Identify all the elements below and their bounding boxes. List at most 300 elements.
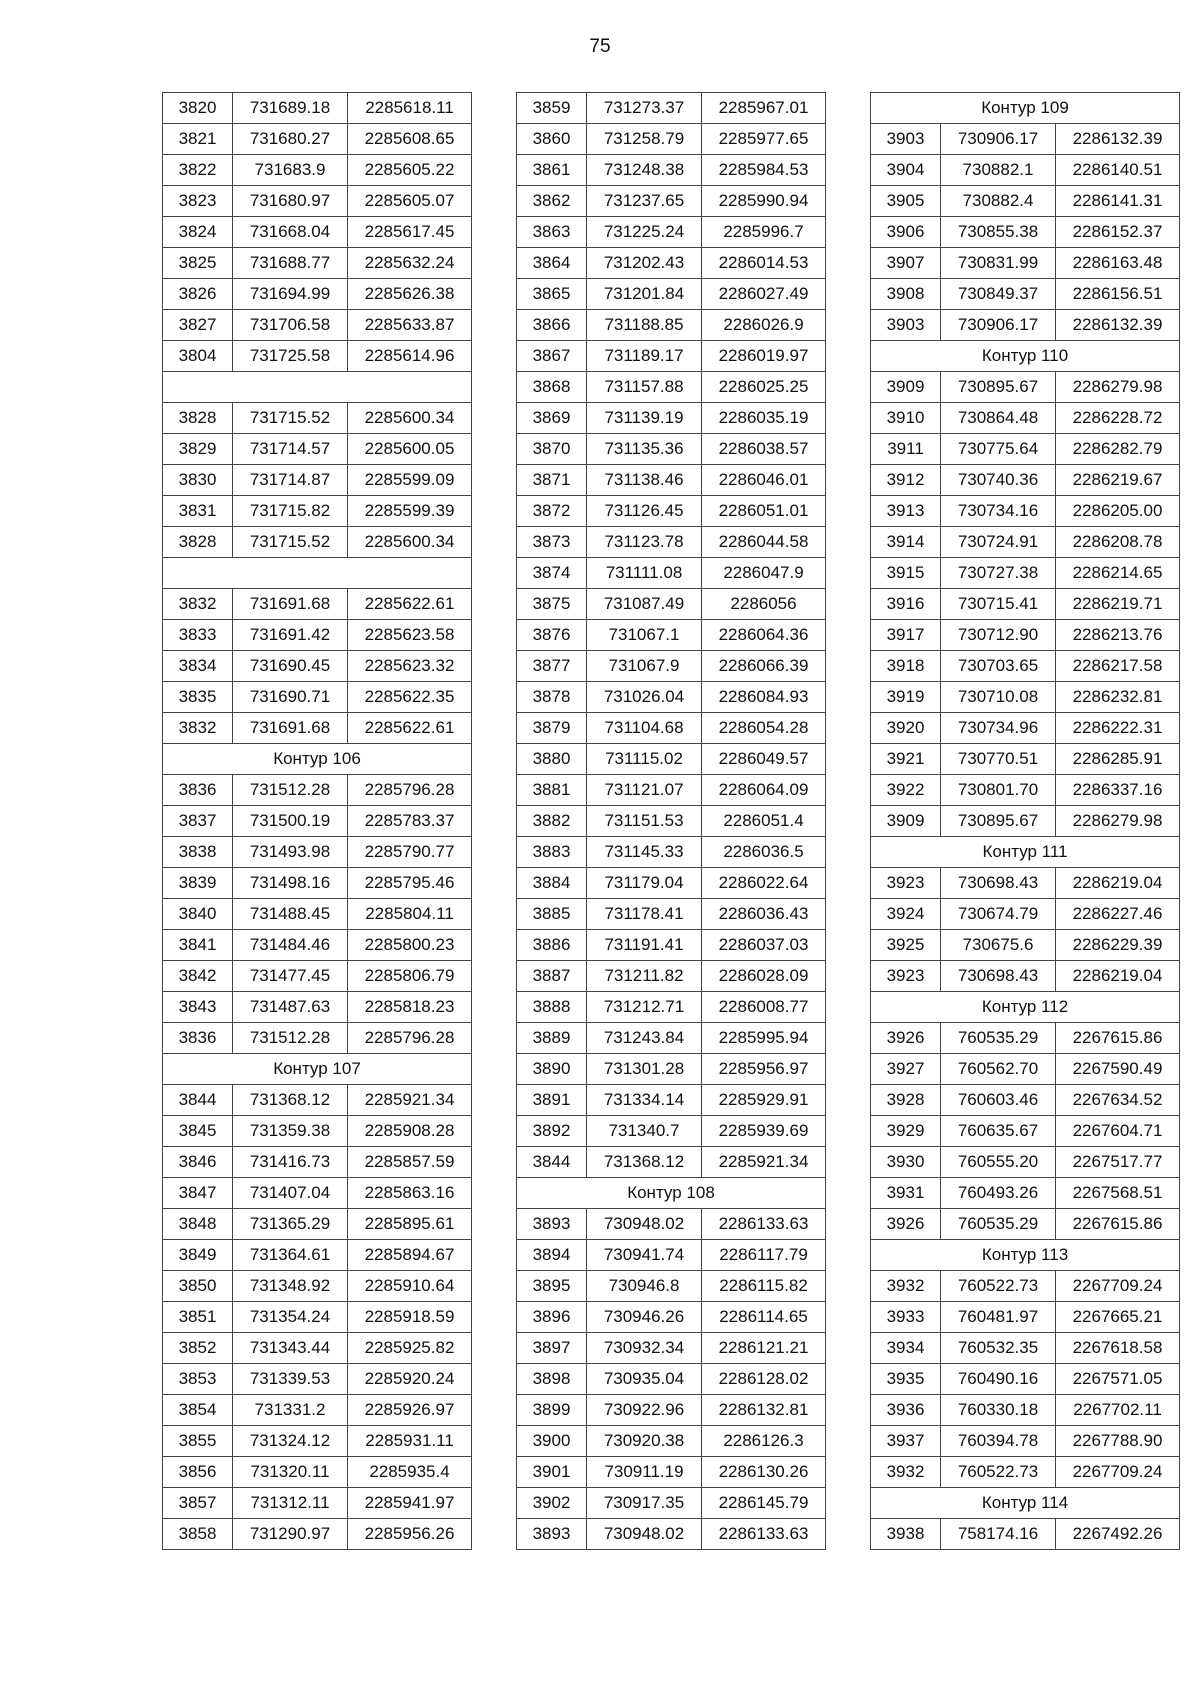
x-coordinate-cell: 731115.02	[587, 744, 702, 775]
table-row	[517, 186, 826, 217]
point-number-cell: 3852	[163, 1333, 233, 1364]
x-coordinate-cell: 731493.98	[233, 837, 348, 868]
contour-label: Контур 108	[517, 1178, 826, 1209]
y-coordinate-cell: 2285617.45	[348, 217, 472, 248]
table-row	[163, 310, 472, 341]
point-number-cell: 3861	[517, 155, 587, 186]
point-number-cell: 3916	[871, 589, 941, 620]
x-coordinate-cell: 730932.34	[587, 1333, 702, 1364]
y-coordinate-cell: 2286035.19	[702, 403, 826, 434]
table-row	[517, 899, 826, 930]
y-coordinate-cell: 2285935.4	[348, 1457, 472, 1488]
x-coordinate-cell: 730712.90	[941, 620, 1056, 651]
table-row	[517, 527, 826, 558]
table-row	[517, 868, 826, 899]
x-coordinate-cell: 731694.99	[233, 279, 348, 310]
point-number-cell: 3844	[163, 1085, 233, 1116]
y-coordinate-cell: 2286014.53	[702, 248, 826, 279]
y-coordinate-cell: 2285605.22	[348, 155, 472, 186]
y-coordinate-cell: 2267604.71	[1056, 1116, 1180, 1147]
x-coordinate-cell: 760493.26	[941, 1178, 1056, 1209]
y-coordinate-cell: 2286008.77	[702, 992, 826, 1023]
table-row	[517, 496, 826, 527]
table-row	[517, 1519, 826, 1550]
x-coordinate-cell: 731714.87	[233, 465, 348, 496]
x-coordinate-cell: 731484.46	[233, 930, 348, 961]
y-coordinate-cell: 2285995.94	[702, 1023, 826, 1054]
y-coordinate-cell: 2286141.31	[1056, 186, 1180, 217]
table-row	[517, 930, 826, 961]
table-row	[163, 1209, 472, 1240]
y-coordinate-cell: 2285626.38	[348, 279, 472, 310]
x-coordinate-cell: 731689.18	[233, 93, 348, 124]
point-number-cell: 3873	[517, 527, 587, 558]
y-coordinate-cell: 2267571.05	[1056, 1364, 1180, 1395]
x-coordinate-cell: 731340.7	[587, 1116, 702, 1147]
table-row	[163, 496, 472, 527]
point-number-cell: 3822	[163, 155, 233, 186]
x-coordinate-cell: 731179.04	[587, 868, 702, 899]
point-number-cell: 3850	[163, 1271, 233, 1302]
point-number-cell: 3894	[517, 1240, 587, 1271]
y-coordinate-cell: 2286219.67	[1056, 465, 1180, 496]
x-coordinate-cell: 730895.67	[941, 372, 1056, 403]
point-number-cell: 3931	[871, 1178, 941, 1209]
x-coordinate-cell: 731334.14	[587, 1085, 702, 1116]
point-number-cell: 3908	[871, 279, 941, 310]
point-number-cell: 3846	[163, 1147, 233, 1178]
table-row	[163, 341, 472, 372]
table-row	[871, 155, 1180, 186]
y-coordinate-cell: 2285990.94	[702, 186, 826, 217]
table-row	[163, 1426, 472, 1457]
y-coordinate-cell: 2286132.39	[1056, 124, 1180, 155]
y-coordinate-cell: 2285956.97	[702, 1054, 826, 1085]
coordinates-table-3	[870, 92, 1180, 1550]
point-number-cell: 3918	[871, 651, 941, 682]
y-coordinate-cell: 2285623.58	[348, 620, 472, 651]
point-number-cell: 3913	[871, 496, 941, 527]
y-coordinate-cell: 2286145.79	[702, 1488, 826, 1519]
point-number-cell: 3935	[871, 1364, 941, 1395]
y-coordinate-cell: 2285806.79	[348, 961, 472, 992]
point-number-cell: 3836	[163, 775, 233, 806]
x-coordinate-cell: 731191.41	[587, 930, 702, 961]
table-row	[517, 1488, 826, 1519]
table-row	[517, 682, 826, 713]
point-number-cell: 3838	[163, 837, 233, 868]
y-coordinate-cell: 2286279.98	[1056, 806, 1180, 837]
y-coordinate-cell: 2286130.26	[702, 1457, 826, 1488]
x-coordinate-cell: 731368.12	[233, 1085, 348, 1116]
y-coordinate-cell: 2286019.97	[702, 341, 826, 372]
point-number-cell: 3887	[517, 961, 587, 992]
x-coordinate-cell: 731104.68	[587, 713, 702, 744]
contour-header-row	[871, 1240, 1180, 1271]
table-row	[517, 310, 826, 341]
point-number-cell: 3824	[163, 217, 233, 248]
point-number-cell: 3835	[163, 682, 233, 713]
y-coordinate-cell: 2286036.5	[702, 837, 826, 868]
y-coordinate-cell: 2286229.39	[1056, 930, 1180, 961]
table-row	[517, 1023, 826, 1054]
y-coordinate-cell: 2267702.11	[1056, 1395, 1180, 1426]
table-row	[163, 217, 472, 248]
x-coordinate-cell: 730710.08	[941, 682, 1056, 713]
contour-label: Контур 110	[871, 341, 1180, 372]
x-coordinate-cell: 731715.52	[233, 527, 348, 558]
table-row	[163, 403, 472, 434]
x-coordinate-cell: 760535.29	[941, 1209, 1056, 1240]
table-row	[871, 465, 1180, 496]
y-coordinate-cell: 2286051.01	[702, 496, 826, 527]
point-number-cell: 3876	[517, 620, 587, 651]
x-coordinate-cell: 730895.67	[941, 806, 1056, 837]
x-coordinate-cell: 730935.04	[587, 1364, 702, 1395]
table-row	[517, 1271, 826, 1302]
x-coordinate-cell: 731211.82	[587, 961, 702, 992]
contour-label	[163, 558, 472, 589]
x-coordinate-cell: 730948.02	[587, 1519, 702, 1550]
x-coordinate-cell: 731364.61	[233, 1240, 348, 1271]
y-coordinate-cell: 2285977.65	[702, 124, 826, 155]
table-row	[871, 589, 1180, 620]
x-coordinate-cell: 730740.36	[941, 465, 1056, 496]
x-coordinate-cell: 731273.37	[587, 93, 702, 124]
point-number-cell: 3899	[517, 1395, 587, 1426]
x-coordinate-cell: 731500.19	[233, 806, 348, 837]
point-number-cell: 3820	[163, 93, 233, 124]
table-row	[871, 775, 1180, 806]
y-coordinate-cell: 2285804.11	[348, 899, 472, 930]
x-coordinate-cell: 730703.65	[941, 651, 1056, 682]
point-number-cell: 3827	[163, 310, 233, 341]
table-row	[871, 961, 1180, 992]
x-coordinate-cell: 731368.12	[587, 1147, 702, 1178]
x-coordinate-cell: 760394.78	[941, 1426, 1056, 1457]
x-coordinate-cell: 730715.41	[941, 589, 1056, 620]
x-coordinate-cell: 760635.67	[941, 1116, 1056, 1147]
point-number-cell: 3912	[871, 465, 941, 496]
table-row	[517, 1054, 826, 1085]
x-coordinate-cell: 731157.88	[587, 372, 702, 403]
point-number-cell: 3854	[163, 1395, 233, 1426]
point-number-cell: 3893	[517, 1519, 587, 1550]
point-number-cell: 3934	[871, 1333, 941, 1364]
y-coordinate-cell: 2286217.58	[1056, 651, 1180, 682]
x-coordinate-cell: 731498.16	[233, 868, 348, 899]
point-number-cell: 3826	[163, 279, 233, 310]
y-coordinate-cell: 2285795.46	[348, 868, 472, 899]
table-row	[871, 1271, 1180, 1302]
y-coordinate-cell: 2285818.23	[348, 992, 472, 1023]
y-coordinate-cell: 2286140.51	[1056, 155, 1180, 186]
table-row	[871, 496, 1180, 527]
x-coordinate-cell: 730801.70	[941, 775, 1056, 806]
x-coordinate-cell: 730855.38	[941, 217, 1056, 248]
y-coordinate-cell: 2285929.91	[702, 1085, 826, 1116]
point-number-cell: 3833	[163, 620, 233, 651]
point-number-cell: 3907	[871, 248, 941, 279]
table-row	[163, 527, 472, 558]
x-coordinate-cell: 731512.28	[233, 1023, 348, 1054]
x-coordinate-cell: 730906.17	[941, 310, 1056, 341]
table-row	[517, 744, 826, 775]
y-coordinate-cell: 2267788.90	[1056, 1426, 1180, 1457]
y-coordinate-cell: 2286066.39	[702, 651, 826, 682]
x-coordinate-cell: 730849.37	[941, 279, 1056, 310]
y-coordinate-cell: 2285910.64	[348, 1271, 472, 1302]
table-row	[517, 1364, 826, 1395]
table-row	[871, 930, 1180, 961]
x-coordinate-cell: 731237.65	[587, 186, 702, 217]
point-number-cell: 3923	[871, 961, 941, 992]
point-number-cell: 3926	[871, 1209, 941, 1240]
y-coordinate-cell: 2286279.98	[1056, 372, 1180, 403]
contour-label: Контур 113	[871, 1240, 1180, 1271]
table-row	[163, 868, 472, 899]
x-coordinate-cell: 730775.64	[941, 434, 1056, 465]
x-coordinate-cell: 731067.9	[587, 651, 702, 682]
y-coordinate-cell: 2285783.37	[348, 806, 472, 837]
x-coordinate-cell: 760481.97	[941, 1302, 1056, 1333]
table-row	[517, 341, 826, 372]
y-coordinate-cell: 2286054.28	[702, 713, 826, 744]
y-coordinate-cell: 2285920.24	[348, 1364, 472, 1395]
x-coordinate-cell: 731715.82	[233, 496, 348, 527]
y-coordinate-cell: 2286051.4	[702, 806, 826, 837]
table-row	[163, 248, 472, 279]
table-row	[517, 1147, 826, 1178]
x-coordinate-cell: 731359.38	[233, 1116, 348, 1147]
y-coordinate-cell: 2285622.35	[348, 682, 472, 713]
x-coordinate-cell: 731725.58	[233, 341, 348, 372]
y-coordinate-cell: 2267709.24	[1056, 1271, 1180, 1302]
x-coordinate-cell: 731290.97	[233, 1519, 348, 1550]
table-row	[163, 279, 472, 310]
point-number-cell: 3932	[871, 1271, 941, 1302]
table-row	[517, 1426, 826, 1457]
x-coordinate-cell: 730946.26	[587, 1302, 702, 1333]
table-row	[871, 1457, 1180, 1488]
table-row	[163, 806, 472, 837]
y-coordinate-cell: 2286222.31	[1056, 713, 1180, 744]
point-number-cell: 3843	[163, 992, 233, 1023]
y-coordinate-cell: 2286046.01	[702, 465, 826, 496]
y-coordinate-cell: 2286114.65	[702, 1302, 826, 1333]
x-coordinate-cell: 731348.92	[233, 1271, 348, 1302]
y-coordinate-cell: 2286064.36	[702, 620, 826, 651]
y-coordinate-cell: 2285633.87	[348, 310, 472, 341]
contour-header-row	[163, 558, 472, 589]
x-coordinate-cell: 731688.77	[233, 248, 348, 279]
y-coordinate-cell: 2285921.34	[348, 1085, 472, 1116]
table-row	[517, 217, 826, 248]
table-row	[871, 1333, 1180, 1364]
contour-header-row	[871, 992, 1180, 1023]
point-number-cell: 3900	[517, 1426, 587, 1457]
x-coordinate-cell: 731365.29	[233, 1209, 348, 1240]
y-coordinate-cell: 2286133.63	[702, 1519, 826, 1550]
x-coordinate-cell: 731714.57	[233, 434, 348, 465]
x-coordinate-cell: 760490.16	[941, 1364, 1056, 1395]
y-coordinate-cell: 2286132.39	[1056, 310, 1180, 341]
x-coordinate-cell: 760562.70	[941, 1054, 1056, 1085]
point-number-cell: 3840	[163, 899, 233, 930]
table-row	[871, 527, 1180, 558]
y-coordinate-cell: 2286132.81	[702, 1395, 826, 1426]
x-coordinate-cell: 731201.84	[587, 279, 702, 310]
x-coordinate-cell: 730864.48	[941, 403, 1056, 434]
point-number-cell: 3909	[871, 372, 941, 403]
contour-header-row	[871, 341, 1180, 372]
table-row	[871, 1085, 1180, 1116]
point-number-cell: 3892	[517, 1116, 587, 1147]
point-number-cell: 3847	[163, 1178, 233, 1209]
x-coordinate-cell: 730917.35	[587, 1488, 702, 1519]
y-coordinate-cell: 2285614.96	[348, 341, 472, 372]
table-row	[871, 1116, 1180, 1147]
table-row	[517, 651, 826, 682]
point-number-cell: 3928	[871, 1085, 941, 1116]
table-row	[163, 1116, 472, 1147]
table-row	[163, 589, 472, 620]
y-coordinate-cell: 2286285.91	[1056, 744, 1180, 775]
table-row	[871, 899, 1180, 930]
table-row	[871, 372, 1180, 403]
table-row	[517, 589, 826, 620]
x-coordinate-cell: 730675.6	[941, 930, 1056, 961]
table-row	[163, 682, 472, 713]
x-coordinate-cell: 731416.73	[233, 1147, 348, 1178]
x-coordinate-cell: 730698.43	[941, 868, 1056, 899]
point-number-cell: 3897	[517, 1333, 587, 1364]
point-number-cell: 3860	[517, 124, 587, 155]
table-row	[871, 1395, 1180, 1426]
x-coordinate-cell: 731212.71	[587, 992, 702, 1023]
x-coordinate-cell: 731243.84	[587, 1023, 702, 1054]
table-row	[163, 1488, 472, 1519]
y-coordinate-cell: 2285895.61	[348, 1209, 472, 1240]
point-number-cell: 3856	[163, 1457, 233, 1488]
table-row	[517, 155, 826, 186]
point-number-cell: 3883	[517, 837, 587, 868]
table-row	[871, 1147, 1180, 1178]
y-coordinate-cell: 2285908.28	[348, 1116, 472, 1147]
y-coordinate-cell: 2286022.64	[702, 868, 826, 899]
y-coordinate-cell: 2286232.81	[1056, 682, 1180, 713]
x-coordinate-cell: 731178.41	[587, 899, 702, 930]
point-number-cell: 3901	[517, 1457, 587, 1488]
y-coordinate-cell: 2285632.24	[348, 248, 472, 279]
contour-header-row	[163, 744, 472, 775]
y-coordinate-cell: 2285608.65	[348, 124, 472, 155]
table-row	[163, 186, 472, 217]
y-coordinate-cell: 2285605.07	[348, 186, 472, 217]
point-number-cell: 3905	[871, 186, 941, 217]
point-number-cell: 3910	[871, 403, 941, 434]
y-coordinate-cell: 2285926.97	[348, 1395, 472, 1426]
table-row	[163, 1240, 472, 1271]
point-number-cell: 3874	[517, 558, 587, 589]
point-number-cell: 3926	[871, 1023, 941, 1054]
contour-header-row	[871, 93, 1180, 124]
point-number-cell: 3927	[871, 1054, 941, 1085]
point-number-cell: 3871	[517, 465, 587, 496]
table-row	[871, 651, 1180, 682]
table-row	[517, 93, 826, 124]
y-coordinate-cell: 2285939.69	[702, 1116, 826, 1147]
x-coordinate-cell: 730831.99	[941, 248, 1056, 279]
point-number-cell: 3896	[517, 1302, 587, 1333]
contour-label: Контур 106	[163, 744, 472, 775]
table-row	[517, 1395, 826, 1426]
point-number-cell: 3902	[517, 1488, 587, 1519]
point-number-cell: 3917	[871, 620, 941, 651]
point-number-cell: 3881	[517, 775, 587, 806]
table-row	[871, 744, 1180, 775]
table-row	[871, 310, 1180, 341]
x-coordinate-cell: 731151.53	[587, 806, 702, 837]
y-coordinate-cell: 2286049.57	[702, 744, 826, 775]
x-coordinate-cell: 760555.20	[941, 1147, 1056, 1178]
table-row	[517, 558, 826, 589]
y-coordinate-cell: 2286038.57	[702, 434, 826, 465]
y-coordinate-cell: 2267665.21	[1056, 1302, 1180, 1333]
table-row	[871, 868, 1180, 899]
point-number-cell: 3830	[163, 465, 233, 496]
point-number-cell: 3932	[871, 1457, 941, 1488]
table-row	[517, 1302, 826, 1333]
table-row	[871, 279, 1180, 310]
y-coordinate-cell: 2286133.63	[702, 1209, 826, 1240]
y-coordinate-cell: 2285599.39	[348, 496, 472, 527]
point-number-cell: 3857	[163, 1488, 233, 1519]
x-coordinate-cell: 731691.68	[233, 713, 348, 744]
table-row	[163, 93, 472, 124]
y-coordinate-cell: 2285800.23	[348, 930, 472, 961]
x-coordinate-cell: 731715.52	[233, 403, 348, 434]
x-coordinate-cell: 731139.19	[587, 403, 702, 434]
table-row	[871, 1364, 1180, 1395]
contour-label: Контур 107	[163, 1054, 472, 1085]
point-number-cell: 3909	[871, 806, 941, 837]
y-coordinate-cell: 2286228.72	[1056, 403, 1180, 434]
point-number-cell: 3929	[871, 1116, 941, 1147]
x-coordinate-cell: 731312.11	[233, 1488, 348, 1519]
point-number-cell: 3890	[517, 1054, 587, 1085]
point-number-cell: 3891	[517, 1085, 587, 1116]
point-number-cell: 3849	[163, 1240, 233, 1271]
table-row	[871, 558, 1180, 589]
y-coordinate-cell: 2286219.04	[1056, 961, 1180, 992]
x-coordinate-cell: 731189.17	[587, 341, 702, 372]
y-coordinate-cell: 2285857.59	[348, 1147, 472, 1178]
y-coordinate-cell: 2286213.76	[1056, 620, 1180, 651]
table-row	[871, 434, 1180, 465]
table-row	[871, 713, 1180, 744]
y-coordinate-cell: 2286064.09	[702, 775, 826, 806]
x-coordinate-cell: 730698.43	[941, 961, 1056, 992]
table-row	[163, 1302, 472, 1333]
point-number-cell: 3938	[871, 1519, 941, 1550]
x-coordinate-cell: 731301.28	[587, 1054, 702, 1085]
x-coordinate-cell: 731067.1	[587, 620, 702, 651]
table-row	[871, 124, 1180, 155]
x-coordinate-cell: 760330.18	[941, 1395, 1056, 1426]
x-coordinate-cell: 731087.49	[587, 589, 702, 620]
point-number-cell: 3895	[517, 1271, 587, 1302]
